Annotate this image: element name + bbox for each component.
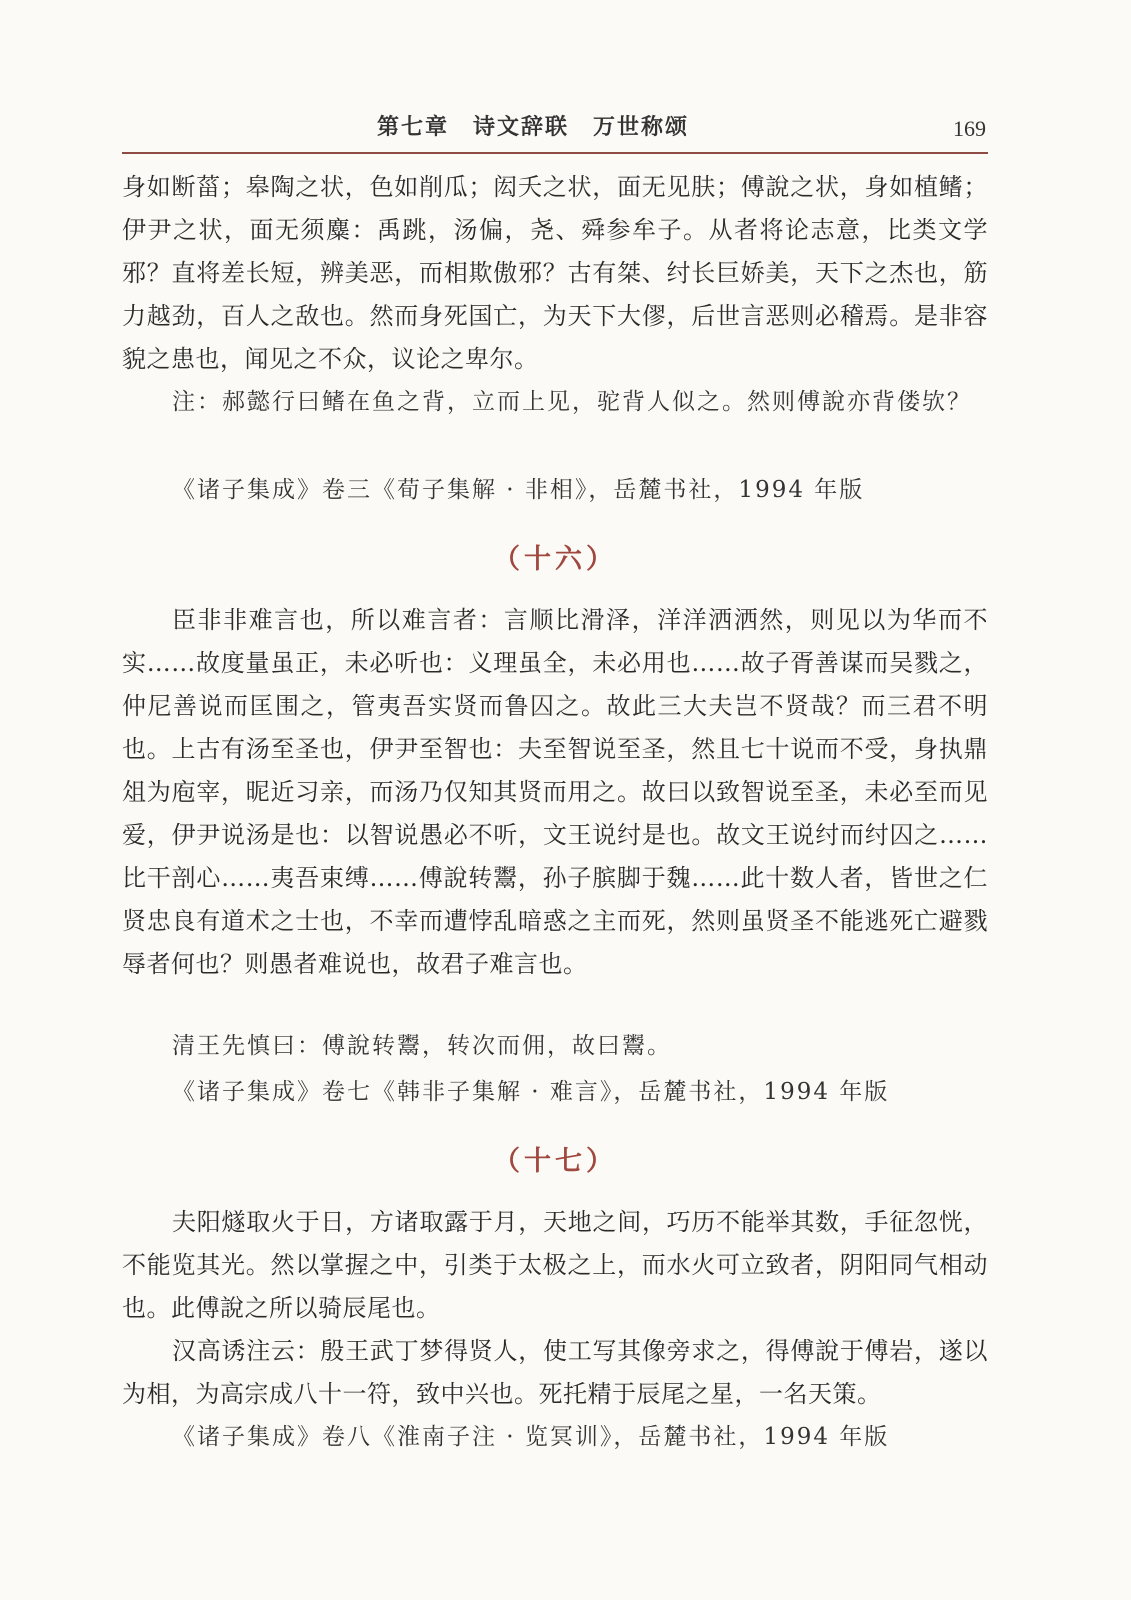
continued-source: 《诸子集成》卷三《荀子集解 · 非相》，岳麓书社，1994 年版	[172, 477, 865, 503]
continued-note: 注：郝懿行曰鳍在鱼之背，立而上见，驼背人似之。然则傅說亦背偻欤？	[172, 389, 972, 415]
section-16-paragraph: 臣非非难言也，所以难言者：言顺比滑泽，洋洋洒洒然，则见以为华而不实……故度量虽正，未必听也：义理虽全，未必用也……故子胥善谋而吴戮之，仲尼善说而匡围之，管夷吾实贤而鲁囚之。故此三大夫岂不贤哉？而三君不明也。上古有汤至圣也，伊尹至智也：夫至智说至圣，然且七十说而不受，身执鼎俎为庖宰，昵近习亲，而汤乃仅知其贤而用之。故曰以致智说至圣，未必至而见爱，伊尹说汤是也：以智说愚必不听，文王说纣是也。故文王说纣而纣囚之……比干剖心……夷吾束缚……傅說转鬻，孙子膑脚于魏……此十数人者，皆世之仁贤忠良有道术之士也，不幸而遭悖乱暗惑之主而死，然则虽贤圣不能逃死亡避戮辱者何也？则愚者难说也，故君子难言也。	[122, 606, 988, 978]
section-17-note: 汉高诱注云：殷王武丁梦得贤人，使工写其像旁求之，得傅說于傅岩，遂以为相，为高宗成八十一符，致中兴也。死托精于辰尾之星，一名天策。	[122, 1337, 988, 1408]
running-header	[122, 106, 988, 154]
page-number: 169	[953, 116, 986, 141]
section-16-source: 《诸子集成》卷七《韩非子集解 · 难言》，岳麓书社，1994 年版	[172, 1079, 890, 1105]
section-heading-17: （十七）	[493, 1146, 617, 1177]
chapter-title: 第七章 诗文辞联 万世称颂	[377, 115, 690, 140]
section-17-paragraph: 夫阳燧取火于日，方诸取露于月，天地之间，巧历不能举其数，手征忽恍，不能览其光。然以掌握之中，引类于太极之上，而水火可立致者，阴阳同气相动也。此傅說之所以骑辰尾也。	[122, 1208, 988, 1322]
section-17-source: 《诸子集成》卷八《淮南子注 · 览冥训》，岳麓书社，1994 年版	[172, 1424, 890, 1450]
continued-paragraph: 身如断菑；皋陶之状，色如削瓜；闳夭之状，面无见肤；傅說之状，身如植鳍；伊尹之状，面无须麋：禹跳，汤偏，尧、舜参牟子。从者将论志意，比类文学邪？直将差长短，辨美恶，而相欺傲邪？古有桀、纣长巨娇美，天下之杰也，筋力越劲，百人之敌也。然而身死国亡，为天下大僇，后世言恶则必稽焉。是非容貌之患也，闻见之不众，议论之卑尔。	[122, 173, 988, 373]
section-heading-16: （十六）	[493, 544, 617, 575]
section-16-note: 清王先慎曰：傅說转鬻，转次而佣，故曰鬻。	[172, 1033, 672, 1059]
